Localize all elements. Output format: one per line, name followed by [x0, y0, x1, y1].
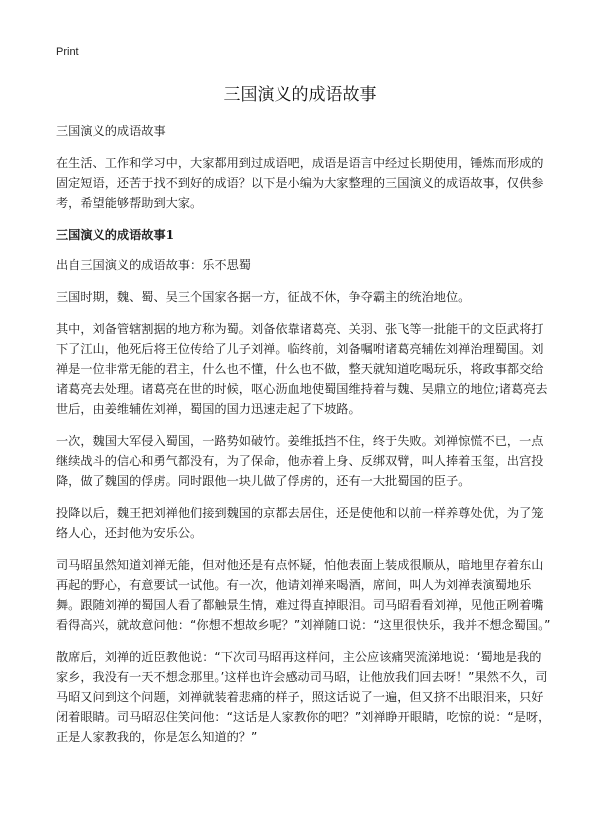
print-link[interactable]: Print [56, 46, 79, 58]
article-body [56, 121, 552, 759]
paragraph: 一次，魏国大军侵入蜀国，一路势如破竹。姜维抵挡不住，终于失败。刘禅惊慌不已，一点继续战斗的信心和勇气都没有，为了保命，他赤着上身、反绑双臂，叫人捧着玉玺，出宫投降，做了魏国的俘虏。同时跟他一块儿做了俘虏的，还有一大批蜀国的臣子。 [56, 434, 544, 488]
intro-paragraph: 在生活、工作和学习中，大家都用到过成语吧，成语是语言中经过长期使用，锤炼而形成的固定短语，还苦于找不到好的成语？以下是小编为大家整理的三国演义的成语故事，仅供参考，希望能够帮助到大家。 [56, 156, 544, 210]
article-title: 三国演义的成语故事 [223, 85, 377, 105]
paragraph: 司马昭虽然知道刘禅无能，但对他还是有点怀疑，怕他表面上装成很顺从，暗地里存着东山再起的野心，有意要试一试他。有一次，他请刘禅来喝酒，席间，叫人为刘禅表演蜀地乐舞。跟随刘禅的蜀国人看了都触景生情，难过得直掉眼泪。司马昭看看刘禅，见他正咧着嘴看得高兴，就故意问他：“你想不想故乡呢？”刘禅随口说：“这里很快乐，我并不想念蜀国。” [56, 558, 551, 632]
paragraph: 其中，刘备管辖割据的地方称为蜀。刘备依靠诸葛亮、关羽、张飞等一批能干的文臣武将打下了江山，他死后将王位传给了儿子刘禅。临终前，刘备嘱咐诸葛亮辅佐刘禅治理蜀国。刘禅是一位非常无能的君主，什么也不懂，什么也不做，整天就知道吃喝玩乐，将政事都交给诸葛亮去处理。诸葛亮在世的时候，呕心沥血地使蜀国维持着与魏、吴鼎立的地位;诸葛亮去世后，由姜维辅佐刘禅，蜀国的国力迅速走起了下坡路。 [56, 322, 548, 416]
paragraph: 三国时期，魏、蜀、吴三个国家各据一方，征战不休，争夺霸主的统治地位。 [56, 290, 471, 304]
section-heading: 三国演义的成语故事1 [56, 228, 175, 242]
article-subtitle: 三国演义的成语故事 [56, 124, 166, 138]
paragraph: 投降以后，魏王把刘禅他们接到魏国的京都去居住，还是使他和以前一样养尊处优，为了笼络人心，还封他为安乐公。 [56, 506, 544, 540]
paragraph: 散席后，刘禅的近臣教他说：“下次司马昭再这样问，主公应该痛哭流涕地说：‘蜀地是我的家乡，我没有一天不想念那里。’这样也许会感动司马昭，让他放我们回去呀！”果然不久，司马昭又问到这个问题，刘禅就装着悲痛的样子，照这话说了一遍，但又挤不出眼泪来，只好闭着眼睛。司马昭忍住笑问他：“这话是人家教你的吧？”刘禅睁开眼睛，吃惊的说：“是呀，正是人家教我的，你是怎么知道的？” [56, 650, 551, 744]
paragraph: 出自三国演义的成语故事：乐不思蜀 [56, 258, 251, 272]
